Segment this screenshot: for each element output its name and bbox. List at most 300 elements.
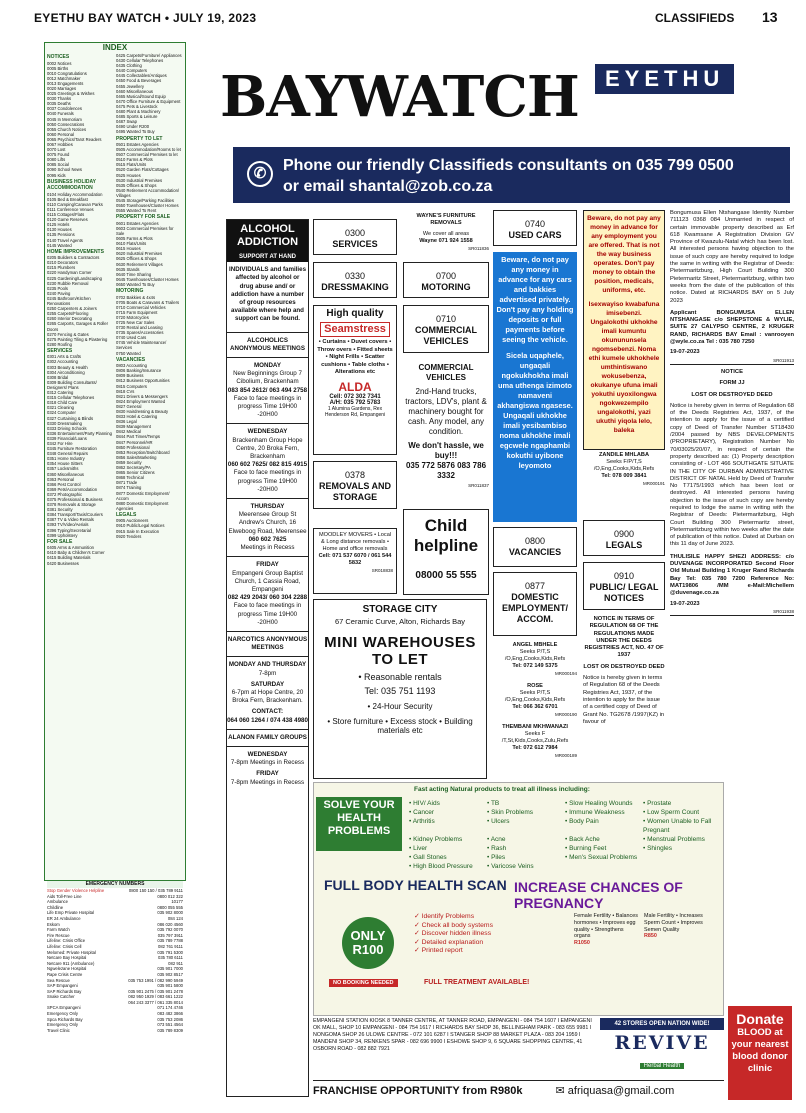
health-ad — [313, 782, 724, 1016]
category-name: DOMESTIC EMPLOYMENT/ ACCOM. — [501, 592, 568, 624]
index-item: 0735 Spares/Accessories — [116, 330, 164, 336]
monday-body: New Beginnings Group 7 Cibolium, Brackenham — [233, 370, 302, 386]
index-item: 0605 Farms & Plots — [116, 236, 153, 242]
index-title: INDEX — [102, 43, 128, 52]
illness-item: • High Blood Pressure — [409, 863, 473, 870]
emergency-row: Netcare Bay Hospital 035 780 6111 — [47, 955, 183, 961]
index-item: 0125 Hotels — [47, 222, 70, 228]
category-0800 — [493, 527, 577, 567]
revive-name: REVIVE — [614, 1032, 710, 1054]
index-item: 0030 Thanks — [47, 96, 72, 102]
index-item: 0378 Removals & Storage — [47, 502, 96, 508]
cv-ref: SR011837 — [468, 483, 489, 488]
wayne-title: WAYNE'S FURNITURE REMOVALS — [416, 213, 476, 226]
index-item: 0610 Flats/Units — [116, 241, 147, 247]
cv-buy: We don't hassle, we buy!!! — [408, 441, 484, 460]
index-item: 0309 Building Consultants/ Designers/ Plans — [47, 379, 97, 390]
female-fertility: Female Fertility • Balances hormones • Improves egg quality • Strengthens organs — [574, 913, 638, 940]
wed-time: Face to face meetings in progress Time 19H00 -20H00 — [233, 469, 302, 493]
index-item: 0366 Pest Control — [47, 481, 81, 487]
index-item: 0450 Food & Beverages — [116, 78, 162, 84]
index-item: 0877 Domestic Employment/ Accom — [116, 490, 170, 501]
index-item: 0050 Consecrations — [47, 121, 85, 127]
na-days: MONDAY AND THURSDAY — [228, 661, 307, 669]
index-item: 0490 Under R200 — [116, 124, 150, 130]
index-item: 0348 General Repairs — [47, 451, 88, 457]
emergency-row: Eskom 086 020 4560 — [47, 921, 183, 927]
index-item: 0430 Cellular Telephones — [116, 58, 164, 64]
alcohol-sub: SUPPORT AT HAND — [227, 252, 308, 262]
index-item: 0862 Secretary/PA — [116, 465, 151, 471]
index-item: 0640 Time Sharing — [116, 271, 152, 277]
category-number: 0900 — [613, 529, 635, 539]
emergency-row: Aids Toll-Free Line 0800 012 322 — [47, 893, 183, 899]
illness-item: • Cancer — [409, 809, 435, 816]
health-intro: Fast acting Natural products to treat all illness including: — [414, 786, 590, 793]
index-item: 0399 Upholstery — [47, 532, 78, 538]
alda-address: 1 Alumina Gardens, Rex Henderson Rd, Empangeni — [324, 405, 386, 418]
notice-applicant-2: THULISILE HAPPY SHEZI ADDRESS: c/o DUVENAGE INCORPORATED Second Floor Old Mutual Building 1 Kruger Rand Richards Bay Tel: 035 780 7200 Reference No: MAT19806 /MM e-Mail:Michellem @duvenage.co.za — [670, 553, 794, 597]
index-item: 0225 Gardening/Landscaping — [47, 275, 102, 281]
monday-label: MONDAY — [254, 362, 281, 370]
index-item: 0304 Airconditioning — [47, 369, 85, 375]
index-item: 0045 In Memoriam — [47, 116, 82, 122]
page-number: 13 — [762, 9, 778, 25]
notice-applicant: Applicant BONGUMUSA ELLEN NTSHANGASE c/o SHEPSTONE & WYLIE, SUITE 27 CALYPSO CENTRE, 2 KRUGER RAND, RICHARDS BAY Email : vanrooyen @wyle.co.za Tel : 035 780 7250 — [670, 309, 794, 346]
index-item: 0868 Technical — [116, 475, 144, 481]
alanon-fri: FRIDAY — [256, 770, 279, 778]
index-item: 0839 Management — [116, 424, 151, 430]
index-item: 0470 Office Furniture & Equipment — [116, 98, 181, 104]
franchise-text: FRANCHISE OPPORTUNITY from R980k — [313, 1085, 523, 1097]
index-heading: FOR SALE — [47, 538, 73, 545]
index-item: 0440 Computers — [116, 68, 147, 74]
index-item: 0040 Funerals — [47, 111, 74, 117]
index-item: 0012 Matchmaker — [47, 75, 81, 81]
index-item: 0205 Builders & Contractors — [47, 255, 100, 261]
index-item: 0075 Found — [47, 152, 70, 158]
illness-list — [409, 799, 724, 871]
index-item: 0111 Conference Venues — [47, 206, 94, 212]
alanon-wed: WEDNESDAY — [247, 750, 288, 758]
full-body-scan: FULL BODY HEALTH SCAN — [324, 877, 507, 893]
category-0710 — [403, 305, 489, 353]
category-name: USED CARS — [508, 230, 562, 240]
index-item: 0505 Accommodation/Rooms to let — [116, 147, 181, 153]
wayne-tel: Wayne 071 924 1558 — [419, 238, 473, 244]
illness-item: • Piles — [487, 854, 506, 861]
phone-icon: ✆ — [247, 161, 273, 187]
category-name: DRESSMAKING — [321, 282, 389, 292]
index-item: 0085 Social — [47, 162, 69, 168]
index-item: 0080 Lifts — [47, 157, 66, 163]
index-item: 0321 Cleaning — [47, 405, 75, 411]
index-item: 0455 Jewellery — [116, 83, 144, 89]
index-item: 0645 Townhouses/Cluster Homes — [116, 276, 179, 282]
emergency-row: Emergency Only 073 551 4564 — [47, 1022, 183, 1028]
index-item: 0856 Sales/Marketing — [116, 454, 157, 460]
index-item: 0095 Kids — [47, 172, 66, 178]
no-booking: NO BOOKING NEEDED — [329, 979, 398, 987]
index-item: 0280 Roofing — [47, 341, 72, 347]
alcohol-intro: INDIVIDUALS and families affected by alcohol or drug abuse and/ or addiction have a number of group resources available where help and support can be found. — [229, 266, 307, 323]
employment-warning-zu: Isexwayiso kwabafuna imisebenzi. Ungalokothi ukhokhe imali kumuntu okunununsela ngomsebenzi. Noma ethi kumele ukhokhele umthintiswano wokusebenza, okukanye ufuna imali yokuthi uyoxilongwa ngokwezempilo ungalokothi, yazi ukuthi yiqola lelo, baleka — [588, 301, 660, 434]
index-item: 0821 Drivers & Messengers — [116, 393, 168, 399]
thu-label: THURSDAY — [250, 503, 285, 511]
index-item: 0847 Personnel/HR — [116, 439, 153, 445]
emergency-row: Emergency Only 083 482 3866 — [47, 1011, 183, 1017]
emergency-row: Fire Rescue 035 797 3911 — [47, 932, 183, 938]
emergency-row: Lifeline: Crisis Cell 082 761 9111 — [47, 943, 183, 949]
illness-item: • Liver — [409, 845, 428, 852]
index-item: 0460 Miscellaneous — [116, 88, 154, 94]
emergency-row: Sea Rescue 035 753 1991 / 082 990 5949 — [47, 977, 183, 983]
index-item: 0812 Business Opportunities — [116, 378, 170, 384]
alcohol-addiction-column — [226, 219, 309, 1097]
franchise-footer — [313, 1080, 724, 1098]
index-item: 0515 Flats/Units — [116, 162, 147, 168]
index-item: 0240 Paving — [47, 290, 71, 296]
index-item: 0507 Commercial Premises to let — [116, 152, 178, 158]
index-item: 0220 Handyman Corner — [47, 270, 92, 276]
index-item: 0396 Typing/Secretarial — [47, 527, 91, 533]
emergency-title: EMERGENCY NUMBERS — [47, 881, 183, 888]
index-item: 0405 Arms & Ammunition — [47, 545, 95, 551]
index-item: 0145 Wanted — [47, 242, 72, 248]
index-item: 0880 Domestic Employment Agencies — [116, 500, 169, 511]
illness-item — [643, 862, 721, 871]
illness-item: • Skin Problems — [487, 809, 533, 816]
index-item: 0620 Industrial Premises — [116, 251, 163, 257]
section-title: CLASSIFIEDS — [655, 11, 735, 25]
index-item: 0850 Professional — [116, 444, 150, 450]
index-heading: HOME IMPROVEMENTS — [47, 248, 104, 255]
sat-body: 6-7pm at Hope Centre, 20 Broka Fern, Brackenham. — [231, 688, 304, 705]
category-number: 0740 — [524, 219, 546, 229]
index-item: 0806 Banking/Insurance — [116, 368, 162, 374]
employment-warning — [583, 210, 665, 450]
monday-tel: 083 854 2612/ 063 494 2758 — [227, 386, 308, 394]
index-item: 0215 Plumbers — [47, 265, 76, 271]
child-helpline-tel: 08000 55 555 — [415, 570, 477, 581]
index-item: 0135 Pensions — [47, 232, 75, 238]
index-item: 0818 CVs — [116, 388, 135, 394]
index-item: 0550 Townhouses/Cluster Homes — [116, 203, 179, 209]
notice-date-2: 19-07-2023 — [670, 600, 700, 607]
seamstress-list: • Curtains • Duvet covers • Throw overs • Fitted sheets • Night Frills • Scatter cushions • Table cloths • Alterations etc — [317, 339, 393, 376]
index-item: 0330 Dressmaking — [47, 420, 82, 426]
page-header — [0, 0, 806, 34]
category-name: REMOVALS AND STORAGE — [319, 481, 391, 502]
sat-label: SATURDAY — [250, 680, 285, 688]
child-helpline-ad — [403, 509, 489, 595]
monday-time: Face to face meetings in progress Time 19H00 -20H00 — [233, 394, 302, 419]
index-item: 0055 Church Notices — [47, 126, 87, 132]
masthead-eyethu: EYETHU — [595, 64, 734, 94]
index-item: 0360 Miscellaneous — [47, 471, 85, 477]
male-fertility: Male Fertility • Increases Sperm Count • Improves Semen Quality — [644, 913, 703, 933]
seamstress-ad — [313, 305, 397, 455]
illness-item: • Prostate — [643, 800, 672, 807]
index-item: 0339 Financial/Loans — [47, 435, 87, 441]
index-item: 0327 Curtaining & Blinds — [47, 415, 94, 421]
emergency-row: Travel Clinic 035 789 8309 — [47, 1027, 183, 1033]
illness-item: • Low Sperm Count — [643, 809, 700, 816]
index-item: 0410 Baby & Children's Corner — [47, 550, 105, 556]
emergency-row: Stop Gender Violence Helpline 0800 150 150 / 035 789 9111 — [47, 888, 183, 893]
category-name: SERVICES — [332, 239, 378, 249]
index-item: 0372 Photographic — [47, 491, 83, 497]
index-item: 0020 Marriages — [47, 85, 77, 91]
alda-ah: A/H: 035 792 5783 — [329, 399, 381, 406]
index-item: 0357 Locksmiths — [47, 466, 79, 472]
index-item: 0425 Carpets/Furniture/ Appliances — [116, 53, 182, 58]
emergency-row: SAP Empangeni 035 901 5800 — [47, 983, 183, 989]
storage-city-ad — [313, 599, 487, 779]
index-item: 0750 Wanted — [116, 350, 141, 356]
index-item: 0336 Entertainment/Party Planning — [47, 430, 112, 436]
domestic-ad: ROSE Seeks P/T,S /O,Eng,Cooks,Kids,Refs Tel: 066 362 6701 MR000190 — [504, 683, 577, 717]
index-item: 0910 Public/Legal Notices — [116, 523, 165, 529]
emergency-row: Ambulance 10177 — [47, 899, 183, 905]
index-item: 0301 Arts & Crafts — [47, 354, 81, 360]
index-item: 0853 Reception/Switchboard — [116, 449, 170, 455]
contact-label: CONTACT: — [251, 708, 284, 716]
storage-tel: Tel: 035 751 1193 — [364, 686, 436, 696]
emergency-row: Melomed: Private Hospital 035 791 5300 — [47, 949, 183, 955]
index-item: 0871 Trade — [116, 480, 138, 486]
index-item: 0110 Camping/Caravan Parks — [47, 201, 103, 207]
notice-title: NOTICE IN TERMS OF REGULATION 68 OF THE REGULATIONS MADE UNDER THE DEEDS REGISTRIES ACT, NO. 47 OF 1937 — [584, 616, 664, 659]
illness-item: • Back Ache — [565, 836, 600, 843]
emergency-row: ER 24 Ambulance 084 124 — [47, 915, 183, 921]
alanon-fri-time: 7-8pm Meetings in Recess — [230, 778, 305, 786]
moodley-cell: Cell: 071 537 6070 / 061 544 5832 — [318, 553, 392, 566]
notice-text-1: Bongumusa Ellen Ntshangase Identity Number 711123 0368 084 Unmarried in respect of certain immovable property described as Erf 618 Kwamsane A Registration Division GV Province of Kwazulu-Natal which has been lost. All interested persons having objection to the issue of such copy are hereby required to lodge the same in writing with the Registrar of Deeds: Pietermaritzburg, High Court Building 300 Pietermaritz Street, Pietermaritzburg, within two weeks from the date of the publication of this notice. Dated at RICHARDS BAY on 5 July 2023 — [670, 210, 794, 304]
alda-name: ALDA — [338, 379, 372, 394]
index-item: 0035 Deaths — [47, 101, 71, 107]
franchise-email[interactable]: afriquasa@gmail.com — [567, 1085, 675, 1097]
illness-item — [565, 862, 643, 871]
index-item: 0874 Training — [116, 485, 142, 491]
banner-line-1: Phone our friendly Classifieds consultants on 035 799 0500 — [283, 157, 734, 174]
lost-deed-2: LOST OR DESTROYED DEED — [691, 391, 773, 398]
category-0900 — [583, 520, 665, 556]
illness-item — [643, 853, 721, 862]
index-item: 0905 Auctioneers — [116, 518, 149, 524]
commercial-vehicles-ad — [403, 363, 489, 505]
index-item: 0090 School News — [47, 167, 82, 173]
female-price: R1050 — [574, 940, 590, 947]
donate-title: Donate — [736, 1011, 784, 1027]
wayne-ref: SR011836 — [468, 246, 489, 251]
index-item: 0730 Rental and Leasing — [116, 325, 163, 331]
index-item: 0480 Plant & Machinery — [116, 109, 161, 115]
index-item: 0013 Engagements — [47, 80, 84, 86]
index-item: 0715 Farm Equipment — [116, 309, 158, 315]
wed-label: WEDNESDAY — [247, 428, 288, 436]
index-item: 0260 Interior Decorating — [47, 316, 92, 322]
seamstress-hq: High quality — [326, 308, 384, 319]
index-item: 0555 Wanted To Rent — [116, 208, 157, 214]
category-number: 0710 — [435, 314, 457, 324]
index-item: 0210 Decorators — [47, 260, 78, 266]
index-item: 0710 Commercial Vehicles — [116, 304, 166, 310]
index-item: 0415 Building Materials — [47, 555, 91, 561]
index-item: 0445 Collectables/Antiques — [116, 73, 167, 79]
donate-blood-ad — [728, 1006, 792, 1100]
used-cars-warning-zu: Sicela uqaphele, ungaqali ngokukhokha imali uma uthenga izimoto namaveni akhangiswa ngasese. Ungaqali ukhokhe imali yesibambiso noma ukhokhe imali egcwele ngaphambi kokuthi uyibone leyomoto — [497, 351, 573, 470]
ad-tel: Tel: 078 009 3841 — [601, 473, 647, 479]
index-item: 0865 Senior Citizens — [116, 470, 155, 476]
index-item: 0827 General — [116, 403, 142, 409]
index-item: 0381 Security — [47, 507, 73, 513]
index-item: 0844 Part Times/Temps — [116, 434, 160, 440]
index-item: 0318 Child Care — [47, 400, 78, 406]
category-number: 0800 — [524, 536, 546, 546]
illness-item: • Shingles — [643, 845, 673, 852]
thu-body: Meerensee Group St Andrew's Church, 16 Elweboog Road, Meerensee — [228, 511, 307, 535]
index-item: 0393 TV/Video/Aerials — [47, 522, 89, 528]
thu-time: Meetings in Recess — [240, 544, 295, 552]
index-item: 0140 Travel Agents — [47, 237, 83, 243]
index-item: 0475 Pets & Livestock — [116, 103, 158, 109]
index-item: 0635 Stands — [116, 266, 140, 272]
ad-ref: MR000191 — [642, 481, 665, 486]
emergency-row: SAP Richards Bay 035 901 2475 / 035 901 2478 — [47, 988, 183, 994]
employment-warning-en: Beware, do not pay any money in advance for any employment you are offered. That is not the way business operates. Don't pay money to obtain the position, medicals, uniforms, etc. — [587, 215, 661, 294]
emergency-row: 064 243 3377 / 061 335 8014 — [128, 999, 183, 1005]
index-item: 0836 Legal — [116, 419, 137, 425]
notice-body: Notice is hereby given in terms of Regulation 68 of the Deeds Registries Act, 1937, of the intention to apply for the issue of a certified copy of Deed of Grant No. TG2678 /1997(KZ) in favour of — [583, 675, 665, 725]
domestic-ad: ANGEL MBHELE Seeks P/T,S /O,Eng,Cooks,Kids,Refs Tel: 072 149 5375 MR000194 — [504, 642, 577, 676]
moodley-ref: SR018838 — [371, 568, 393, 573]
emergency-row: Ngwelezane Hospital 035 901 7000 — [47, 966, 183, 972]
index-item: 0250 Carpenters & Joiners — [47, 306, 97, 312]
index-item: 0324 Computer — [47, 410, 76, 416]
category-0910 — [583, 562, 665, 610]
illness-item: • TB — [487, 800, 500, 807]
emergency-numbers — [44, 880, 186, 1072]
cv-title: COMMERCIAL VEHICLES — [418, 363, 474, 382]
category-0378 — [313, 461, 397, 509]
aa-title: ALCOHOLICS ANONYMOUS MEETINGS — [230, 336, 305, 352]
category-number: 0300 — [344, 228, 366, 238]
index-heading: MOTORING — [116, 288, 144, 295]
moodley-body: MOODLEY MOVERS • Local & Long distance removals • Home and office removals — [318, 532, 392, 552]
index-item: 0625 Offices & Shops — [116, 256, 157, 262]
scan-price-badge: ONLY R100 — [342, 917, 394, 969]
index-item: 0702 Bakkies & 4x4s — [116, 294, 156, 300]
pregnancy-title: INCREASE CHANCES OF PREGNANCY — [514, 879, 683, 911]
seamstress-title: Seamstress — [320, 322, 390, 337]
index-item: 0495 Wanted To Buy — [116, 129, 155, 135]
index-item: 0540 Retirement Accommodation/ Villages — [116, 187, 180, 198]
index-item: 0745 Vehicle Maintenance/ Services — [116, 340, 167, 351]
index-item: 0065 Psychics/Tarot Readers — [47, 136, 102, 142]
notice-ref-2: SR011938 — [670, 608, 794, 616]
notice-text-2: Notice is hereby given in terms of Regulation 68 of the Deeds Registries Act, 1937, of the intention to apply for the issue of a certified copy of Deed of Transfer Number ST18430 /2004 passed by NBS DEVELOPMENTS (PROPRIETARY), Registration Number No 70/03025/20/07, in respect of certain the property described as: (1) Property description consisting of - LOT 466 SOUTHGATE SITUATE IN THE CITY OF DURBAN ADMINISTRATIVE DISTRICT OF NATAL Held by Deed of Transfer No T7175/1993 which has been lost or destroyed. All interested persons having objection to the issue of such copy are hereby required to lodge the same in writing with the Registrar of Deeds: Pietermaritzburg, High Court Building 300 Pietermaritz street, Pietermaritzburg within two weeks after the date of publication of this notice. Dated at Durban on this 11 day of June 2023. — [670, 402, 794, 548]
index-item: 0603 Commercial Premises for Sale — [116, 225, 174, 236]
index-item: 0302 Accounting — [47, 359, 78, 365]
index-item: 0809 Business — [116, 373, 144, 379]
form-jj: FORM JJ — [719, 380, 745, 387]
index-item: 0363 Personal — [47, 476, 75, 482]
index-item: 0375 Professional & Business — [47, 497, 103, 502]
emergency-row: Childline 0800 055 555 — [47, 904, 183, 910]
category-number: 0700 — [435, 271, 457, 281]
stores-open-banner: 42 STORES OPEN NATION WIDE! — [600, 1018, 724, 1030]
alcohol-title: ALCOHOL ADDICTION — [227, 220, 308, 252]
category-number: 0378 — [344, 470, 366, 480]
index-heading: PROPERTY TO LET — [116, 135, 163, 142]
domestic-ad: THEMBANI MKHWANAZI Seeks F /T,St,Kids,Cooks,Zulu,Refs Tel: 072 612 7984 MR000189 — [501, 724, 577, 758]
index-item: 0915 Sale In Execution — [116, 528, 160, 534]
index-item: 0720 Motorcycles — [116, 314, 149, 320]
index-item: 0275 Painting Tiling & Plastering — [47, 336, 108, 342]
index-item: 0070 Lost — [47, 147, 66, 153]
storage-rentals: • Reasonable rentals — [358, 672, 442, 682]
index-item: 0842 Medical — [116, 429, 141, 435]
notice-title-2: NOTICE — [721, 368, 743, 375]
fri-tel: 082 429 2043/ 060 304 2288 — [227, 594, 308, 602]
index-item: 0510 Farms & Plots — [116, 157, 153, 163]
index-item: 0060 Personal — [47, 131, 75, 137]
index-item: 0255 Carpets/Flooring — [47, 311, 89, 317]
wed-tel: 060 602 7625/ 082 815 4915 — [227, 461, 308, 469]
index-heading: NOTICES — [47, 54, 70, 60]
index-column-1 — [47, 53, 114, 566]
cv-tel: 035 772 5876 083 786 3332 — [405, 461, 487, 480]
index-item: 0859 Security — [116, 459, 142, 465]
male-price: R850 — [644, 933, 657, 940]
index-item: 0369 Pets/Accommodation — [47, 486, 98, 492]
category-0300 — [313, 219, 397, 255]
emergency-row: Life Emp Private Hospital 035 902 8000 — [47, 910, 183, 916]
category-name: PUBLIC/ LEGAL NOTICES — [589, 582, 659, 603]
index-item: 0342 For Hire — [47, 440, 73, 446]
index-item: 0650 Wanted To Buy — [116, 281, 155, 287]
illness-item: • HIV/ Aids — [409, 800, 440, 807]
alanon-title: ALANON FAMILY GROUPS — [228, 733, 307, 741]
category-name: MOTORING — [421, 282, 471, 292]
full-treatment: FULL TREATMENT AVAILABLE! — [424, 979, 530, 986]
index-item: 0530 Industrial Premises — [116, 177, 163, 183]
wed-body: Brackenham Group Hope Centre, 20 Broka Fern, Brackenham — [232, 436, 303, 461]
wayne-ad — [403, 209, 489, 259]
index-item: 0830 Hairdressing & Beauty — [116, 409, 169, 414]
storage-title: STORAGE CITY — [362, 604, 438, 615]
alanon-wed-time: 7-8pm Meetings in Recess — [230, 759, 305, 767]
index-item: 0384 Transport/Taxis/Couriers — [47, 512, 103, 518]
paper-title: EYETHU BAY WATCH • JULY 19, 2023 — [34, 11, 257, 25]
moodley-ad — [313, 528, 397, 594]
storage-headline: MINI WAREHOUSES TO LET — [324, 634, 476, 668]
index-item: 0037 Condolences — [47, 106, 82, 112]
index-item: 0833 Hotel & Catering — [116, 414, 158, 420]
category-number: 0877 — [524, 581, 546, 591]
child-helpline-title: Child helpline — [413, 516, 479, 555]
store-addresses: EMPANGENI STATION KIOSK 8 TANNER CENTRE, AT TANNER ROAD, EMPANGENI - 084 754 1607 I EMPANGENI OK MALL, SHOP 10 EMPANGENI - 084 754 1617 I RICHARDS BAY SHOP 36, BELLINGHAM PARK - 083 655 9981 I NONGOMA SHOP 26 ULOWE CENTRE - 072 101 6287 I STANGER SHOP 88 MARKET PLAZA - 083 204 1959 I MANDENI SHOP 34, RENKENS SPAR - 082 696 9900 I ESHOWE SHOP 9, 6 SQUARE SHOPPING CENTRE, 41 OSBORN ROAD - 082 882 7921 — [313, 1018, 592, 1052]
masthead — [200, 42, 790, 147]
index-item: 0270 Fencing & Gates — [47, 331, 89, 337]
index-item: 0465 Musical/Sound Equip — [116, 93, 166, 99]
ad-name: ZANDILE MHLABA — [598, 452, 650, 458]
index-item: 0265 Carports, Garages & Roller Doors — [47, 321, 108, 332]
contact-banner — [233, 147, 790, 203]
donate-body: BLOOD at your nearest blood donor clinic — [731, 1027, 789, 1074]
index-item: 0525 Houses — [116, 172, 141, 178]
